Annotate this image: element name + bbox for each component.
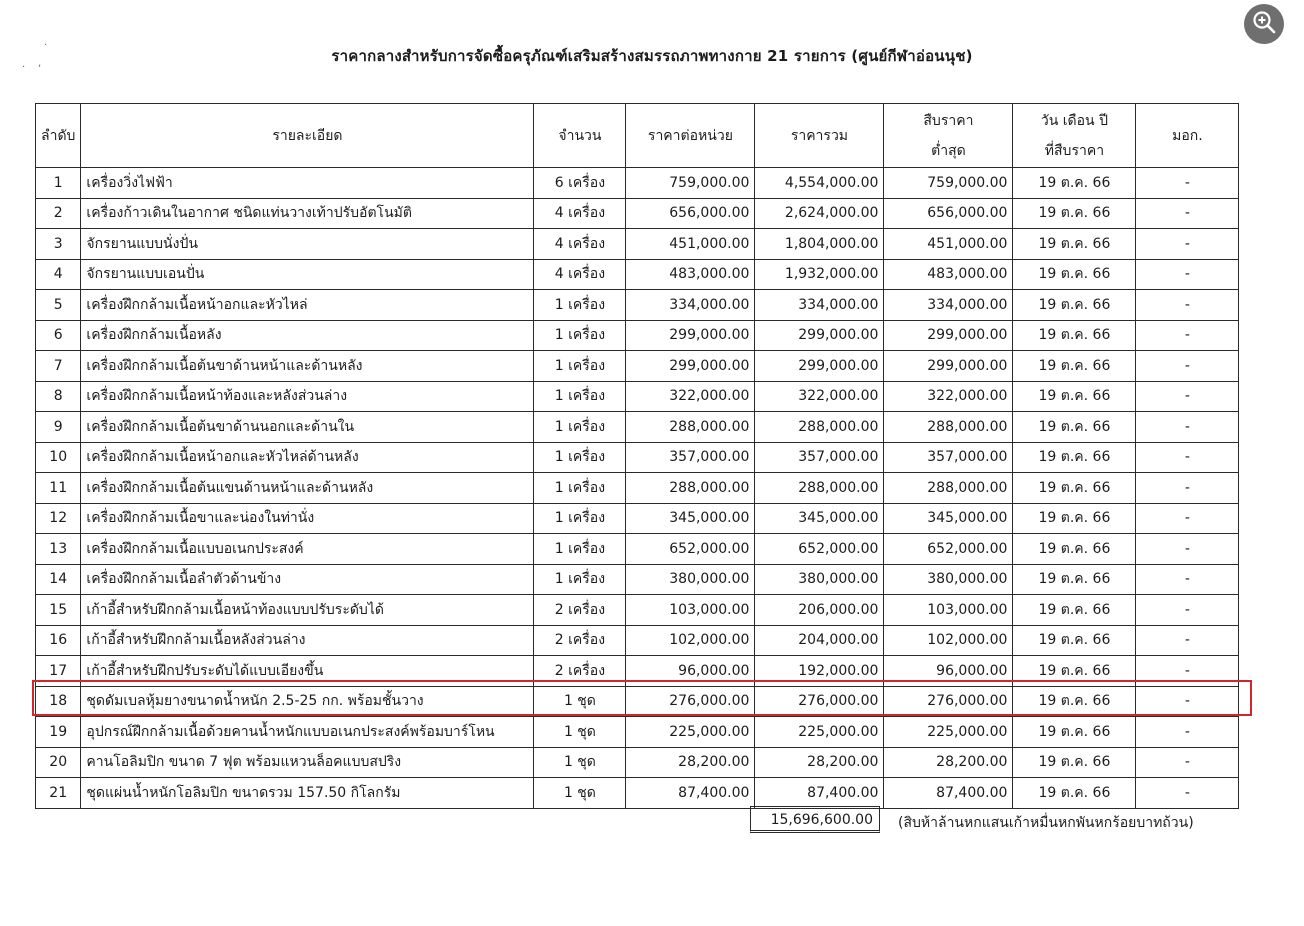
row-detail: เครื่องฝึกกล้ามเนื้อลำตัวด้านข้าง: [81, 564, 534, 595]
row-lowest-price: 96,000.00: [884, 656, 1013, 687]
row-tis: -: [1136, 168, 1239, 199]
row-survey-date: 19 ต.ค. 66: [1013, 320, 1136, 351]
table-row: [36, 625, 1239, 656]
row-total-price: 276,000.00: [755, 686, 884, 717]
row-quantity: 1 ชุด: [534, 747, 626, 778]
table-row: [36, 442, 1239, 473]
row-detail: ชุดแผ่นน้ำหนักโอลิมปิก ขนาดรวม 157.50 กิโลกรัม: [81, 778, 534, 809]
table-row: [36, 290, 1239, 321]
price-table-container: [35, 103, 1239, 809]
row-survey-date: 19 ต.ค. 66: [1013, 747, 1136, 778]
row-number: 6: [36, 320, 81, 351]
row-number: 3: [36, 229, 81, 260]
row-total-price: 1,804,000.00: [755, 229, 884, 260]
header-no: ลำดับ: [36, 104, 81, 168]
row-tis: -: [1136, 595, 1239, 626]
row-number: 13: [36, 534, 81, 565]
table-row: [36, 778, 1239, 809]
row-number: 14: [36, 564, 81, 595]
header-qty: จำนวน: [534, 104, 626, 168]
row-quantity: 1 เครื่อง: [534, 503, 626, 534]
row-total-price: 299,000.00: [755, 351, 884, 382]
row-survey-date: 19 ต.ค. 66: [1013, 534, 1136, 565]
row-survey-date: 19 ต.ค. 66: [1013, 259, 1136, 290]
row-unit-price: 288,000.00: [626, 473, 755, 504]
row-unit-price: 103,000.00: [626, 595, 755, 626]
row-lowest-price: 380,000.00: [884, 564, 1013, 595]
row-quantity: 1 เครื่อง: [534, 534, 626, 565]
table-row: [36, 686, 1239, 717]
row-survey-date: 19 ต.ค. 66: [1013, 229, 1136, 260]
row-tis: -: [1136, 259, 1239, 290]
table-row: [36, 412, 1239, 443]
row-total-price: 2,624,000.00: [755, 198, 884, 229]
row-quantity: 6 เครื่อง: [534, 168, 626, 199]
row-quantity: 2 เครื่อง: [534, 595, 626, 626]
row-survey-date: 19 ต.ค. 66: [1013, 717, 1136, 748]
row-lowest-price: 288,000.00: [884, 412, 1013, 443]
row-lowest-price: 103,000.00: [884, 595, 1013, 626]
grand-total-words: (สิบห้าล้านหกแสนเก้าหมื่นหกพันหกร้อยบาทถ้วน): [898, 815, 1194, 831]
table-row: [36, 351, 1239, 382]
row-number: 10: [36, 442, 81, 473]
row-tis: -: [1136, 473, 1239, 504]
row-unit-price: 299,000.00: [626, 351, 755, 382]
row-detail: จักรยานแบบเอนปั่น: [81, 259, 534, 290]
row-number: 1: [36, 168, 81, 199]
header-lowest-price: [884, 104, 1013, 168]
row-unit-price: 299,000.00: [626, 320, 755, 351]
row-total-price: 1,932,000.00: [755, 259, 884, 290]
row-tis: -: [1136, 229, 1239, 260]
row-tis: -: [1136, 747, 1239, 778]
row-unit-price: 483,000.00: [626, 259, 755, 290]
row-quantity: 1 ชุด: [534, 686, 626, 717]
row-number: 9: [36, 412, 81, 443]
row-tis: -: [1136, 442, 1239, 473]
row-number: 19: [36, 717, 81, 748]
row-lowest-price: 652,000.00: [884, 534, 1013, 565]
row-detail: เครื่องฝึกกล้ามเนื้อขาและน่องในท่านั่ง: [81, 503, 534, 534]
row-lowest-price: 288,000.00: [884, 473, 1013, 504]
row-detail: อุปกรณ์ฝึกกล้ามเนื้อด้วยคานน้ำหนักแบบอเนกประสงค์พร้อมบาร์โหน: [81, 717, 534, 748]
table-row: [36, 381, 1239, 412]
row-lowest-price: 225,000.00: [884, 717, 1013, 748]
row-lowest-price: 345,000.00: [884, 503, 1013, 534]
row-total-price: 288,000.00: [755, 473, 884, 504]
row-survey-date: 19 ต.ค. 66: [1013, 473, 1136, 504]
scan-speck: ·: [22, 62, 26, 73]
row-detail: เครื่องฝึกกล้ามเนื้อต้นขาด้านหน้าและด้านหลัง: [81, 351, 534, 382]
row-total-price: 288,000.00: [755, 412, 884, 443]
row-total-price: 357,000.00: [755, 442, 884, 473]
row-unit-price: 357,000.00: [626, 442, 755, 473]
row-survey-date: 19 ต.ค. 66: [1013, 381, 1136, 412]
row-detail: ชุดดัมเบลหุ้มยางขนาดน้ำหนัก 2.5-25 กก. พร้อมชั้นวาง: [81, 686, 534, 717]
row-quantity: 1 เครื่อง: [534, 290, 626, 321]
row-tis: -: [1136, 656, 1239, 687]
row-total-price: 28,200.00: [755, 747, 884, 778]
row-number: 4: [36, 259, 81, 290]
header-total: ราคารวม: [755, 104, 884, 168]
scan-speck: ·: [44, 40, 48, 51]
row-total-price: 87,400.00: [755, 778, 884, 809]
row-total-price: 334,000.00: [755, 290, 884, 321]
row-number: 17: [36, 656, 81, 687]
row-quantity: 1 เครื่อง: [534, 442, 626, 473]
row-number: 18: [36, 686, 81, 717]
row-number: 8: [36, 381, 81, 412]
row-lowest-price: 759,000.00: [884, 168, 1013, 199]
row-survey-date: 19 ต.ค. 66: [1013, 351, 1136, 382]
row-number: 7: [36, 351, 81, 382]
row-tis: -: [1136, 717, 1239, 748]
zoom-in-button[interactable]: [1244, 4, 1284, 44]
row-tis: -: [1136, 412, 1239, 443]
row-tis: -: [1136, 534, 1239, 565]
row-number: 11: [36, 473, 81, 504]
row-number: 15: [36, 595, 81, 626]
row-tis: -: [1136, 351, 1239, 382]
header-detail: รายละเอียด: [81, 104, 534, 168]
row-detail: เก้าอี้สำหรับฝึกกล้ามเนื้อหน้าท้องแบบปรับระดับได้: [81, 595, 534, 626]
table-row: [36, 595, 1239, 626]
row-detail: เครื่องก้าวเดินในอากาศ ชนิดแท่นวางเท้าปรับอัตโนมัติ: [81, 198, 534, 229]
row-detail: เก้าอี้สำหรับฝึกกล้ามเนื้อหลังส่วนล่าง: [81, 625, 534, 656]
row-survey-date: 19 ต.ค. 66: [1013, 412, 1136, 443]
row-detail: เครื่องฝึกกล้ามเนื้อแบบอเนกประสงค์: [81, 534, 534, 565]
row-quantity: 1 ชุด: [534, 778, 626, 809]
row-lowest-price: 276,000.00: [884, 686, 1013, 717]
row-unit-price: 451,000.00: [626, 229, 755, 260]
row-unit-price: 345,000.00: [626, 503, 755, 534]
row-detail: เครื่องวิ่งไฟฟ้า: [81, 168, 534, 199]
row-total-price: 322,000.00: [755, 381, 884, 412]
row-lowest-price: 334,000.00: [884, 290, 1013, 321]
table-row: [36, 198, 1239, 229]
row-unit-price: 102,000.00: [626, 625, 755, 656]
table-row: [36, 259, 1239, 290]
row-total-price: 225,000.00: [755, 717, 884, 748]
row-total-price: 652,000.00: [755, 534, 884, 565]
row-detail: เครื่องฝึกกล้ามเนื้อหน้าอกและหัวไหล่ด้านหลัง: [81, 442, 534, 473]
row-survey-date: 19 ต.ค. 66: [1013, 198, 1136, 229]
row-detail: จักรยานแบบนั่งปั่น: [81, 229, 534, 260]
row-detail: เครื่องฝึกกล้ามเนื้อต้นแขนด้านหน้าและด้านหลัง: [81, 473, 534, 504]
row-detail: เครื่องฝึกกล้ามเนื้อหน้าอกและหัวไหล่: [81, 290, 534, 321]
grand-total: 15,696,600.00: [750, 806, 880, 833]
row-quantity: 1 เครื่อง: [534, 351, 626, 382]
header-unit-price: ราคาต่อหน่วย: [626, 104, 755, 168]
row-lowest-price: 322,000.00: [884, 381, 1013, 412]
row-unit-price: 87,400.00: [626, 778, 755, 809]
header-lowest-line1: สืบราคา: [923, 112, 974, 129]
row-tis: -: [1136, 320, 1239, 351]
row-unit-price: 28,200.00: [626, 747, 755, 778]
row-total-price: 4,554,000.00: [755, 168, 884, 199]
table-row: [36, 229, 1239, 260]
table-header-row: [36, 104, 1239, 168]
row-quantity: 1 เครื่อง: [534, 473, 626, 504]
row-quantity: 1 ชุด: [534, 717, 626, 748]
row-lowest-price: 102,000.00: [884, 625, 1013, 656]
row-survey-date: 19 ต.ค. 66: [1013, 656, 1136, 687]
row-unit-price: 96,000.00: [626, 656, 755, 687]
row-total-price: 345,000.00: [755, 503, 884, 534]
row-number: 21: [36, 778, 81, 809]
table-row: [36, 320, 1239, 351]
header-lowest-line2: ต่ำสุด: [931, 142, 966, 159]
table-row: [36, 473, 1239, 504]
row-lowest-price: 87,400.00: [884, 778, 1013, 809]
row-quantity: 4 เครื่อง: [534, 198, 626, 229]
row-tis: -: [1136, 381, 1239, 412]
row-number: 16: [36, 625, 81, 656]
scan-speck: ,: [38, 58, 42, 69]
row-tis: -: [1136, 564, 1239, 595]
row-tis: -: [1136, 290, 1239, 321]
row-lowest-price: 656,000.00: [884, 198, 1013, 229]
row-quantity: 2 เครื่อง: [534, 625, 626, 656]
row-survey-date: 19 ต.ค. 66: [1013, 503, 1136, 534]
row-unit-price: 288,000.00: [626, 412, 755, 443]
table-row: [36, 717, 1239, 748]
row-unit-price: 334,000.00: [626, 290, 755, 321]
row-quantity: 4 เครื่อง: [534, 229, 626, 260]
header-date-line1: วัน เดือน ปี: [1040, 112, 1108, 129]
row-survey-date: 19 ต.ค. 66: [1013, 778, 1136, 809]
row-total-price: 380,000.00: [755, 564, 884, 595]
row-unit-price: 276,000.00: [626, 686, 755, 717]
row-survey-date: 19 ต.ค. 66: [1013, 564, 1136, 595]
row-quantity: 1 เครื่อง: [534, 381, 626, 412]
row-lowest-price: 28,200.00: [884, 747, 1013, 778]
table-row: [36, 168, 1239, 199]
row-detail: เครื่องฝึกกล้ามเนื้อต้นขาด้านนอกและด้านใน: [81, 412, 534, 443]
row-detail: เก้าอี้สำหรับฝึกปรับระดับได้แบบเอียงขึ้น: [81, 656, 534, 687]
row-total-price: 299,000.00: [755, 320, 884, 351]
row-lowest-price: 483,000.00: [884, 259, 1013, 290]
table-row: [36, 564, 1239, 595]
row-survey-date: 19 ต.ค. 66: [1013, 595, 1136, 626]
row-number: 2: [36, 198, 81, 229]
header-tis: มอก.: [1136, 104, 1239, 168]
row-survey-date: 19 ต.ค. 66: [1013, 625, 1136, 656]
row-detail: คานโอลิมปิก ขนาด 7 ฟุต พร้อมแหวนล็อคแบบสปริง: [81, 747, 534, 778]
row-lowest-price: 451,000.00: [884, 229, 1013, 260]
row-unit-price: 656,000.00: [626, 198, 755, 229]
row-total-price: 204,000.00: [755, 625, 884, 656]
row-tis: -: [1136, 503, 1239, 534]
row-quantity: 1 เครื่อง: [534, 412, 626, 443]
row-total-price: 206,000.00: [755, 595, 884, 626]
row-lowest-price: 357,000.00: [884, 442, 1013, 473]
document-title: ราคากลางสำหรับการจัดซื้อครุภัณฑ์เสริมสร้างสมรรถภาพทางกาย 21 รายการ (ศูนย์กีฬาอ่อนนุช): [331, 47, 973, 65]
table-row: [36, 656, 1239, 687]
header-survey-date: [1013, 104, 1136, 168]
row-lowest-price: 299,000.00: [884, 320, 1013, 351]
row-quantity: 1 เครื่อง: [534, 320, 626, 351]
price-table: [35, 103, 1239, 809]
row-unit-price: 652,000.00: [626, 534, 755, 565]
table-row: [36, 747, 1239, 778]
row-number: 12: [36, 503, 81, 534]
row-tis: -: [1136, 198, 1239, 229]
row-detail: เครื่องฝึกกล้ามเนื้อหลัง: [81, 320, 534, 351]
row-tis: -: [1136, 686, 1239, 717]
row-lowest-price: 299,000.00: [884, 351, 1013, 382]
row-unit-price: 225,000.00: [626, 717, 755, 748]
row-survey-date: 19 ต.ค. 66: [1013, 686, 1136, 717]
table-row: [36, 503, 1239, 534]
row-tis: -: [1136, 625, 1239, 656]
row-survey-date: 19 ต.ค. 66: [1013, 442, 1136, 473]
row-unit-price: 322,000.00: [626, 381, 755, 412]
row-unit-price: 759,000.00: [626, 168, 755, 199]
row-detail: เครื่องฝึกกล้ามเนื้อหน้าท้องและหลังส่วนล่าง: [81, 381, 534, 412]
table-row: [36, 534, 1239, 565]
row-tis: -: [1136, 778, 1239, 809]
row-number: 20: [36, 747, 81, 778]
row-number: 5: [36, 290, 81, 321]
zoom-in-icon: [1251, 9, 1277, 39]
row-survey-date: 19 ต.ค. 66: [1013, 168, 1136, 199]
row-unit-price: 380,000.00: [626, 564, 755, 595]
row-total-price: 192,000.00: [755, 656, 884, 687]
header-date-line2: ที่สืบราคา: [1044, 142, 1105, 159]
row-survey-date: 19 ต.ค. 66: [1013, 290, 1136, 321]
row-quantity: 1 เครื่อง: [534, 564, 626, 595]
row-quantity: 4 เครื่อง: [534, 259, 626, 290]
row-quantity: 2 เครื่อง: [534, 656, 626, 687]
